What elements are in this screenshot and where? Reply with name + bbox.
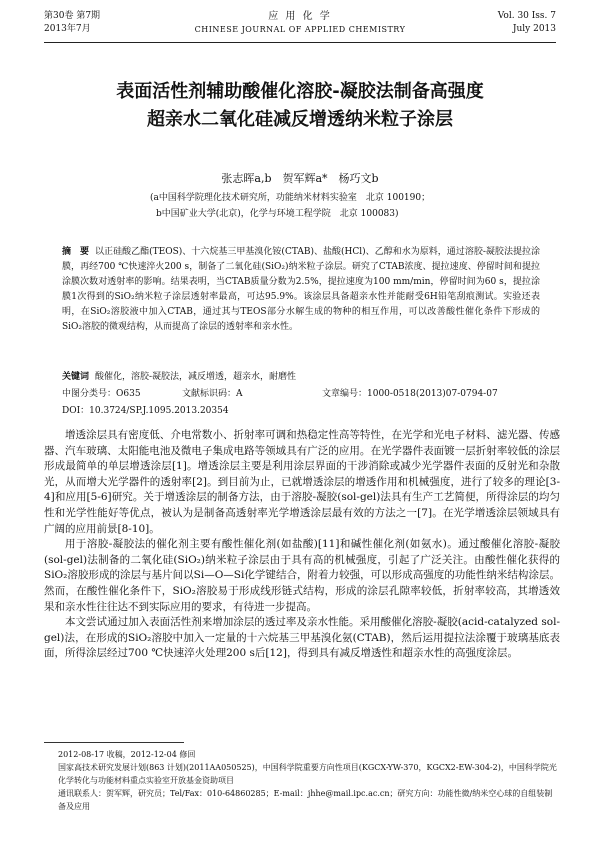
date-en: July 2013	[512, 24, 556, 34]
page-header	[0, 0, 600, 44]
title-line-1: 表面活性剂辅助酸催化溶胶-凝胶法制备高强度	[116, 81, 484, 102]
footnotes	[44, 748, 560, 813]
paragraph: 用于溶胶-凝胶法的催化剂主要有酸性催化剂(如盐酸)[11]和碱性催化剂(如氨水)。通过酸催化溶胶-凝胶(sol-gel)法制备的二氧化硅(SiO₂)纳米粒子涂层由于具有高的机械强度，引起了广泛关注。由酸性催化获得的SiO₂溶胶形成的涂层与基片间以Si—O—Si化学键结合，附着力较强，可以形成高强度的功能性纳米结构涂层。然而，在酸性催化条件下，SiO₂溶胶易于形成线形链式结构，形成的涂层孔隙率较低，折射率较高，其增透效果和亲水性往往达不到实际应用的要求，有待进一步提高。	[44, 538, 560, 613]
abstract-label: 摘 要	[62, 247, 90, 257]
volume-cn: 第30卷 第7期	[44, 11, 101, 21]
affiliation-b: b中国矿业大学(北京)，化学与环境工程学院 北京 100083)	[156, 209, 399, 219]
clc-number: 中图分类号：O635	[62, 389, 141, 399]
volume-en: Vol. 30 Iss. 7	[497, 11, 556, 21]
header-right	[498, 10, 556, 36]
footnote-received: 2012-08-17 收稿，2012-12-04 修回	[58, 750, 196, 759]
doc-code: 文献标识码：A	[182, 389, 243, 399]
footnote-funding: 国家高技术研究发展计划(863 计划)(2011AA050525)，中国科学院重要方向性项目(KGCX-YW-370，KGCX2-EW-304-2)，中国科学院光化学转化与功能材料重点实验室开放基金资助项目	[58, 763, 557, 785]
affiliation-a: (a中国科学院理化技术研究所，功能纳米材料实验室 北京 100190；	[150, 193, 431, 203]
keywords	[62, 370, 540, 384]
journal-en: CHINESE JOURNAL OF APPLIED CHEMISTRY	[194, 25, 406, 34]
doi: DOI：10.3724/SP.J.1095.2013.20354	[62, 406, 229, 416]
article-meta	[62, 387, 540, 401]
abstract-text: 以正硅酸乙酯(TEOS)、十六烷基三甲基溴化铵(CTAB)、盐酸(HCl)、乙醇和水为原料，通过溶胶-凝胶法提拉涂膜，再经700 ℃快速淬火200 s，制备了二氧化硅(SiO₂)纳米粒子涂层。研究了CTAB浓度、提拉速度、停留时间和提拉涂膜次数对透射率的影响。结果表明，当CTAB质量分数为2.5%，提拉速度为100 mm/min，停留时间为60 s，提拉涂膜1次得到的SiO₂纳米粒子涂层透射率最高，可达95.9%。该涂层具备超亲水性并能耐受6H铅笔刮痕测试。实验还表明，在SiO₂溶胶液中加入CTAB，通过其与TEOS部分水解生成的物种的相互作用，可以改善酸性催化条件下形成的SiO₂溶胶的微观结构，从而提高了涂层的透射率和亲水性。	[62, 247, 540, 332]
date-cn: 2013年7月	[44, 24, 91, 34]
authors: 张志晖a,b 贺军辉a* 杨巧文b	[221, 172, 379, 185]
abstract	[62, 245, 540, 335]
title-line-2: 超亲水二氧化硅减反增透纳米粒子涂层	[147, 109, 453, 130]
paragraph: 增透涂层具有密度低、介电常数小、折射率可调和热稳定性高等特性，在光学和光电子材料、滤光器、传感器、汽车玻璃、太阳能电池及微电子集成电路等领域具有广泛的应用。在光学器件表面镀一层折射率较低的涂层形成最简单的单层增透涂层[1]。增透涂层主要是利用涂层界面的干涉消除或减少光学器件表面的反射光和杂散光，从而增大光学器件的透射率[2]。到目前为止，已就增透涂层的增透作用和机械强度，进行了较多的理论[3-4]和应用[5-6]研究。关于增透涂层的制备方法，由于溶胶-凝胶(sol-gel)法具有生产工艺简便，所得涂层的均匀性和光学性能好等优点，被认为是制备高透射率光学增透涂层最有效的方法之一[7]。在光学增透涂层领域具有广阔的应用前景[8-10]。	[44, 429, 560, 535]
keywords-label: 关键词	[62, 372, 90, 382]
affiliations	[150, 190, 470, 222]
footnote-contact: 通讯联系人：贺军辉，研究员；Tel/Fax：010-64860285；E-mail：jhhe@mail.ipc.ac.cn；研究方向：功能性微/纳米空心球的自组装制备及应用	[58, 789, 553, 811]
footnote-rule	[44, 742, 184, 743]
body-text	[44, 428, 560, 662]
paragraph: 本文尝试通过加入表面活性剂来增加涂层的透过率及亲水性能。采用酸催化溶胶-凝胶(acid-catalyzed sol-gel)法，在形成的SiO₂溶胶中加入一定量的十六烷基三甲基溴化氨(CTAB)，然后运用提拉法涂覆于玻璃基底表面，所得涂层经过700 ℃快速淬火处理200 s后[12]，得到具有减反增透性和超亲水性的高强度涂层。	[44, 616, 560, 660]
header-rule	[44, 42, 556, 43]
journal-cn: 应 用 化 学	[268, 11, 332, 22]
keywords-text: 酸催化，溶胶-凝胶法，减反增透，超亲水，耐磨性	[95, 372, 297, 382]
paper-title	[0, 78, 600, 134]
article-id: 文章编号：1000-0518(2013)07-0794-07	[322, 389, 498, 399]
